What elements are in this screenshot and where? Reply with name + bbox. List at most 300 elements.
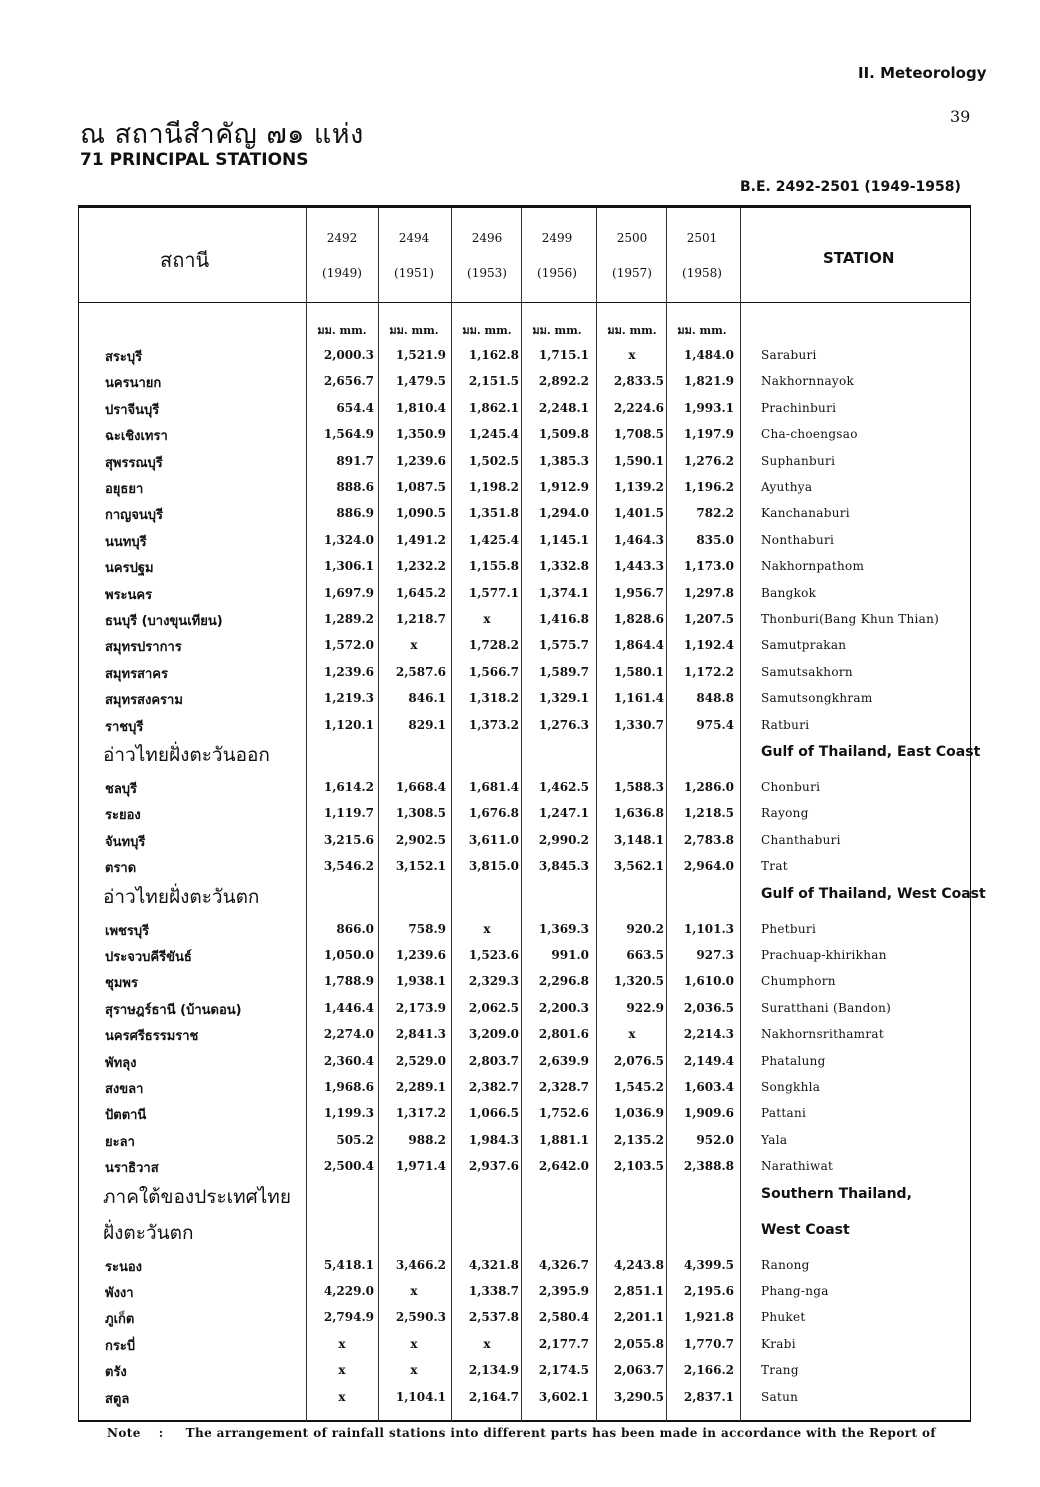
rainfall-cell: 1,788.9 — [323, 974, 374, 989]
station-name: Prachinburi — [761, 400, 837, 415]
rainfall-cell: 1,139.2 — [613, 480, 664, 494]
station-name: Nakhornpathom — [761, 559, 865, 574]
rainfall-cell: 1,523.6 — [468, 948, 519, 962]
station-name-thai: จันทบุรี — [105, 834, 146, 850]
rainfall-cell: 1,329.1 — [538, 691, 589, 706]
table-row — [79, 800, 970, 826]
station-name: Phang-nga — [761, 1284, 829, 1298]
table-row — [79, 942, 970, 968]
column-header-thai: สถานี — [160, 248, 210, 272]
rainfall-cell: 1,668.4 — [395, 780, 446, 794]
rainfall-cell: 1,821.9 — [683, 374, 734, 389]
rainfall-cell: 1,715.1 — [538, 348, 589, 362]
rainfall-cell: 4,321.8 — [468, 1257, 519, 1272]
station-name: Prachuap-khirikhan — [761, 948, 887, 962]
station-name-thai: สมุทรสงคราม — [105, 693, 183, 709]
region-heading — [79, 738, 981, 774]
year-be-header: 2501 — [686, 231, 718, 245]
station-name-thai: สุพรรณบุรี — [105, 455, 163, 471]
rainfall-cell: 1,697.9 — [323, 585, 374, 600]
rainfall-cell: 3,466.2 — [395, 1257, 446, 1272]
rainfall-cell: 1,564.9 — [323, 427, 374, 442]
rainfall-cell: 2,382.7 — [468, 1080, 519, 1094]
unit-label: มม. mm. — [462, 324, 512, 337]
rainfall-cell: x — [410, 1284, 418, 1298]
rainfall-cell: 1,728.2 — [468, 638, 519, 653]
year-ce-header: (1953) — [467, 266, 507, 280]
rainfall-cell: 2,296.8 — [538, 974, 589, 989]
rainfall-cell: 2,590.3 — [395, 1310, 446, 1325]
rainfall-cell: 2,248.1 — [538, 400, 589, 415]
table-row — [79, 421, 970, 447]
rainfall-cell: 1,338.7 — [468, 1284, 519, 1298]
rainfall-cell: 2,529.0 — [395, 1053, 446, 1068]
rainfall-cell: 1,610.0 — [683, 974, 734, 989]
rainfall-cell: 1,676.8 — [468, 806, 519, 821]
rainfall-cell: 2,214.3 — [683, 1027, 734, 1042]
station-name-thai: ชุมพร — [105, 976, 138, 992]
station-name: Samutsongkhram — [761, 691, 873, 706]
rainfall-cell: 1,614.2 — [323, 780, 374, 794]
table-row — [79, 368, 970, 394]
station-name-thai: ปัตตานี — [105, 1108, 147, 1124]
rainfall-cell: 2,964.0 — [683, 859, 734, 874]
station-name-thai: สงขลา — [105, 1082, 144, 1097]
region-heading — [79, 880, 986, 916]
rainfall-cell: 1,218.7 — [395, 612, 446, 626]
region-name-thai: ภาคใต้ของประเทศไทย — [103, 1185, 291, 1208]
rainfall-cell: 1,968.6 — [323, 1080, 374, 1094]
rainfall-cell: 1,491.2 — [395, 532, 446, 547]
rainfall-cell: 2,794.9 — [323, 1310, 374, 1325]
rainfall-cell: 1,276.3 — [538, 717, 589, 732]
rainfall-cell: 5,418.1 — [323, 1257, 374, 1272]
station-name: Pattani — [761, 1106, 807, 1121]
rainfall-cell: 1,173.0 — [683, 559, 734, 574]
rainfall-cell: 2,841.3 — [395, 1027, 446, 1042]
rainfall-cell: 1,984.3 — [468, 1132, 519, 1147]
station-name: Narathiwat — [761, 1159, 834, 1174]
unit-label: มม. mm. — [317, 324, 367, 337]
station-name-thai: ภูเก็ต — [105, 1312, 135, 1328]
rainfall-cell: 1,330.7 — [613, 717, 664, 732]
rainfall-cell: 2,149.4 — [683, 1053, 734, 1068]
rainfall-cell: 2,639.9 — [538, 1053, 589, 1068]
table-row — [79, 1127, 970, 1153]
rainfall-cell: 2,055.8 — [613, 1336, 664, 1351]
station-name: Ayuthya — [761, 480, 813, 494]
table-row — [79, 606, 970, 632]
rainfall-cell: 886.9 — [336, 506, 374, 521]
table-row — [79, 1153, 970, 1179]
rainfall-cell: 1,119.7 — [323, 806, 374, 821]
rainfall-cell: 1,306.1 — [323, 559, 374, 574]
station-name: Phuket — [761, 1310, 806, 1325]
region-name-thai: อ่าวไทยฝั่งตะวันออก — [103, 744, 270, 766]
rainfall-cell: 1,161.4 — [613, 691, 664, 706]
station-name: Thonburi(Bang Khun Thian) — [761, 612, 940, 626]
year-be-header: 2496 — [471, 231, 503, 245]
rainfall-cell: 2,656.7 — [323, 374, 374, 389]
station-name-thai: พระนคร — [105, 587, 153, 603]
table-row — [79, 474, 970, 500]
rainfall-cell: 2,200.3 — [538, 1000, 589, 1015]
rainfall-cell: 1,232.2 — [395, 559, 446, 574]
rainfall-cell: 1,645.2 — [395, 585, 446, 600]
rainfall-cell: 4,229.0 — [323, 1284, 374, 1298]
station-name-thai: นครปฐม — [105, 561, 154, 577]
station-name: Phatalung — [761, 1053, 826, 1068]
station-name: Songkhla — [761, 1080, 821, 1094]
rainfall-cell: 1,145.1 — [538, 532, 589, 547]
rainfall-cell: 2,902.5 — [395, 832, 446, 847]
station-name-thai: สระบุรี — [105, 350, 143, 365]
page-title: 71 PRINCIPAL STATIONS — [80, 150, 309, 170]
rainfall-cell: 1,681.4 — [468, 780, 519, 794]
rainfall-cell: 1,199.3 — [323, 1106, 374, 1121]
station-name-thai: กระบี่ — [105, 1338, 136, 1354]
rainfall-cell: 1,207.5 — [683, 612, 734, 626]
rainfall-cell: 1,479.5 — [395, 374, 446, 389]
column-header-station: STATION — [823, 249, 895, 267]
rainfall-cell: 975.4 — [696, 717, 734, 732]
rainfall-cell: 3,815.0 — [468, 859, 519, 874]
rainfall-cell: 1,239.6 — [395, 453, 446, 468]
rainfall-cell: 758.9 — [408, 921, 446, 936]
table-row — [79, 1331, 970, 1357]
page-title-thai: ณ สถานีสำคัญ ๗๑ แห่ง — [80, 119, 364, 150]
rainfall-cell: 1,416.8 — [538, 612, 589, 626]
table-row — [79, 1384, 970, 1410]
unit-label: มม. mm. — [607, 324, 657, 337]
rainfall-cell: 2,289.1 — [395, 1080, 446, 1094]
station-name-thai: ระยอง — [105, 808, 141, 824]
rainfall-cell: 1,770.7 — [683, 1336, 734, 1351]
rainfall-cell: 663.5 — [626, 948, 664, 962]
region-name: West Coast — [761, 1221, 850, 1238]
rainfall-cell: 1,636.8 — [613, 806, 664, 821]
station-name: Chanthaburi — [761, 832, 841, 847]
rainfall-cell: 991.0 — [551, 948, 589, 962]
rainfall-cell: x — [410, 638, 418, 653]
rainfall-cell: 1,464.3 — [613, 532, 664, 547]
rainfall-cell: 1,577.1 — [468, 585, 519, 600]
station-name: Bangkok — [761, 585, 817, 600]
rainfall-cell: 866.0 — [336, 921, 374, 936]
rainfall-cell: 829.1 — [408, 717, 446, 732]
rainfall-cell: 2,587.6 — [395, 664, 446, 679]
station-name-thai: ตราด — [105, 861, 137, 877]
rainfall-cell: 1,921.8 — [683, 1310, 734, 1325]
rainfall-cell: 2,166.2 — [683, 1363, 734, 1378]
rainfall-cell: 2,500.4 — [323, 1159, 374, 1174]
table-row — [79, 774, 970, 800]
rainfall-cell: 2,580.4 — [538, 1310, 589, 1325]
note-label: Note — [107, 1426, 141, 1440]
station-name-thai: สตูล — [105, 1391, 130, 1407]
year-be-header: 2494 — [398, 231, 430, 245]
rainfall-cell: 3,290.5 — [613, 1389, 664, 1404]
rainfall-cell: 1,521.9 — [395, 348, 446, 362]
table-row — [79, 448, 970, 474]
table-row — [79, 853, 970, 879]
rainfall-cell: 1,956.7 — [613, 585, 664, 600]
rainfall-cell: 2,134.9 — [468, 1363, 519, 1378]
year-ce-header: (1956) — [537, 266, 577, 280]
station-name: Nonthaburi — [761, 532, 835, 547]
rainfall-cell: 2,395.9 — [538, 1284, 589, 1298]
rainfall-cell: 2,990.2 — [538, 832, 589, 847]
rainfall-cell: 1,276.2 — [683, 453, 734, 468]
rainfall-cell: 2,837.1 — [683, 1389, 734, 1404]
rainfall-cell: x — [483, 921, 491, 936]
table-row — [79, 632, 970, 658]
unit-label: มม. mm. — [532, 324, 582, 337]
station-name-thai: ธนบุรี (บางขุนเทียน) — [105, 614, 223, 629]
rainfall-cell: 3,845.3 — [538, 859, 589, 874]
rainfall-cell: 1,810.4 — [395, 400, 446, 415]
rainfall-cell: x — [338, 1389, 346, 1404]
rainfall-cell: 1,239.6 — [395, 948, 446, 962]
table-row — [79, 1048, 970, 1074]
rainfall-cell: 1,446.4 — [323, 1000, 374, 1015]
note-text: The arrangement of rainfall stations into different parts has been made in accordance with the Report of — [185, 1426, 936, 1440]
region-name: Southern Thailand, — [761, 1185, 912, 1202]
rainfall-cell: 2,783.8 — [683, 832, 734, 847]
rainfall-cell: 505.2 — [336, 1132, 374, 1147]
station-name-thai: พัทลุง — [105, 1055, 137, 1071]
table-row — [79, 1278, 970, 1304]
rainfall-cell: 1,484.0 — [683, 348, 734, 362]
station-name: Cha-choengsao — [761, 427, 858, 442]
station-name: Ranong — [761, 1257, 810, 1272]
rainfall-cell: 835.0 — [696, 532, 734, 547]
table-row — [79, 1304, 970, 1330]
table-row — [79, 1357, 970, 1383]
unit-label: มม. mm. — [389, 324, 439, 337]
rainfall-cell: 1,545.2 — [613, 1080, 664, 1094]
station-name-thai: ฉะเชิงเทรา — [105, 429, 168, 445]
rainfall-cell: 1,289.2 — [323, 612, 374, 626]
station-name-thai: กาญจนบุรี — [105, 508, 163, 524]
region-name-thai: ฝั่งตะวันตก — [103, 1221, 194, 1244]
rainfall-cell: 1,155.8 — [468, 559, 519, 574]
region-name-thai: อ่าวไทยฝั่งตะวันตก — [103, 885, 260, 908]
station-name: Samutprakan — [761, 638, 847, 653]
rainfall-cell: 2,164.7 — [468, 1389, 519, 1404]
rainfall-cell: 1,752.6 — [538, 1106, 589, 1121]
station-name-thai: สมุทรสาคร — [105, 666, 168, 682]
station-name-thai: ชลบุรี — [105, 782, 138, 797]
rainfall-cell: 2,642.0 — [538, 1159, 589, 1174]
rainfall-cell: 927.3 — [696, 948, 734, 962]
rainfall-cell: 1,308.5 — [395, 806, 446, 821]
station-name-thai: ประจวบคีรีขันธ์ — [105, 950, 192, 965]
station-name: Trang — [761, 1363, 799, 1378]
rainfall-cell: 2,195.6 — [683, 1284, 734, 1298]
station-name-thai: สุราษฎร์ธานี (บ้านดอน) — [105, 1002, 242, 1018]
table-row — [79, 1252, 970, 1278]
station-name-thai: สมุทรปราการ — [105, 640, 182, 656]
rainfall-cell: x — [628, 348, 636, 362]
rainfall-cell: 1,050.0 — [323, 948, 374, 962]
rainfall-cell: 1,351.8 — [468, 506, 519, 521]
rainfall-cell: 2,360.4 — [323, 1053, 374, 1068]
table-row — [79, 527, 970, 553]
table-row — [79, 553, 970, 579]
station-name-thai: ยะลา — [105, 1134, 135, 1150]
station-name-thai: นครศรีธรรมราช — [105, 1029, 199, 1045]
note-colon: : — [158, 1426, 164, 1440]
station-name: Suphanburi — [761, 453, 836, 468]
station-name-thai: ระนอง — [105, 1259, 143, 1275]
rainfall-cell: 2,388.8 — [683, 1159, 734, 1174]
year-be-header: 2500 — [616, 231, 648, 245]
table-row — [79, 968, 970, 994]
rainfall-cell: 1,218.5 — [683, 806, 734, 821]
rainfall-cell: 2,103.5 — [613, 1159, 664, 1174]
rainfall-cell: 1,120.1 — [323, 717, 374, 732]
rainfall-cell: 1,590.1 — [613, 453, 664, 468]
table-row — [79, 342, 970, 368]
rainfall-cell: 2,537.8 — [468, 1310, 519, 1325]
rainfall-cell: 1,320.5 — [613, 974, 664, 989]
station-name: Yala — [761, 1132, 788, 1147]
rainfall-cell: 1,036.9 — [613, 1106, 664, 1121]
rainfall-cell: 2,076.5 — [613, 1053, 664, 1068]
rainfall-cell: 2,177.7 — [538, 1336, 589, 1351]
rainfall-cell: 1,912.9 — [538, 480, 589, 494]
station-name-thai: เพชรบุรี — [105, 923, 150, 939]
station-name-thai: ปราจีนบุรี — [105, 402, 160, 418]
table-row — [79, 500, 970, 526]
rainfall-cell: x — [410, 1336, 418, 1351]
rainfall-cell: 2,036.5 — [683, 1000, 734, 1015]
rainfall-cell: 4,243.8 — [613, 1257, 664, 1272]
station-name: Samutsakhorn — [761, 664, 853, 679]
rainfall-cell: 2,851.1 — [613, 1284, 664, 1298]
station-name: Saraburi — [761, 348, 817, 362]
rainfall-cell: 2,173.9 — [395, 1000, 446, 1015]
rainfall-cell: 1,401.5 — [613, 506, 664, 521]
rainfall-cell: 1,317.2 — [395, 1106, 446, 1121]
station-name: Suratthani (Bandon) — [761, 1000, 892, 1015]
rainfall-cell: 1,324.0 — [323, 532, 374, 547]
rainfall-cell: 2,274.0 — [323, 1027, 374, 1042]
rainfall-cell: 1,828.6 — [613, 612, 664, 626]
table-row — [79, 995, 970, 1021]
station-name: Krabi — [761, 1336, 796, 1351]
section-header: II. Meteorology — [858, 64, 987, 82]
rainfall-cell: 1,572.0 — [323, 638, 374, 653]
rainfall-cell: 2,803.7 — [468, 1053, 519, 1068]
rainfall-cell: 1,332.8 — [538, 559, 589, 574]
station-name-thai: นครนายก — [105, 376, 162, 392]
rainfall-cell: 1,864.4 — [613, 638, 664, 653]
rainfall-cell: x — [628, 1027, 636, 1042]
rainfall-cell: 782.2 — [696, 506, 734, 521]
region-name: Gulf of Thailand, West Coast — [761, 885, 986, 902]
rainfall-cell: 1,425.4 — [468, 532, 519, 547]
table-row — [79, 712, 970, 738]
rainfall-cell: 1,580.1 — [613, 664, 664, 679]
rainfall-cell: 2,224.6 — [613, 400, 664, 415]
rainfall-cell: 1,350.9 — [395, 427, 446, 442]
rainfall-cell: 1,369.3 — [538, 921, 589, 936]
rainfall-cell: 1,603.4 — [683, 1080, 734, 1094]
rainfall-cell: 1,219.3 — [323, 691, 374, 706]
rainfall-cell: 2,063.7 — [613, 1363, 664, 1378]
station-name: Trat — [761, 859, 788, 874]
year-ce-header: (1957) — [612, 266, 652, 280]
rainfall-cell: 1,862.1 — [468, 400, 519, 415]
rainfall-cell: 1,247.1 — [538, 806, 589, 821]
table-row — [79, 1100, 970, 1126]
rainfall-cell: 846.1 — [408, 691, 446, 706]
rainfall-cell: 891.7 — [336, 453, 374, 468]
station-name-thai: ราชบุรี — [105, 719, 144, 735]
rainfall-cell: 1,101.3 — [683, 921, 734, 936]
rainfall-cell: 1,104.1 — [395, 1389, 446, 1404]
rainfall-cell: 1,938.1 — [395, 974, 446, 989]
rainfall-cell: 4,399.5 — [683, 1257, 734, 1272]
rainfall-cell: 3,602.1 — [538, 1389, 589, 1404]
station-name: Ratburi — [761, 717, 810, 732]
rainfall-cell: 848.8 — [696, 691, 734, 706]
rainfall-cell: 1,708.5 — [613, 427, 664, 442]
station-name: Chumphorn — [761, 974, 836, 989]
rainfall-cell: 1,286.0 — [683, 780, 734, 794]
rainfall-cell: 1,090.5 — [395, 506, 446, 521]
rainfall-cell: 3,152.1 — [395, 859, 446, 874]
year-ce-header: (1949) — [322, 266, 362, 280]
rainfall-cell: 4,326.7 — [538, 1257, 589, 1272]
rainfall-cell: 922.9 — [626, 1000, 664, 1015]
rainfall-cell: 2,328.7 — [538, 1080, 589, 1094]
unit-label: มม. mm. — [677, 324, 727, 337]
rainfall-cell: 1,198.2 — [468, 480, 519, 494]
rainfall-cell: 654.4 — [336, 400, 374, 415]
rainfall-cell: x — [483, 1336, 491, 1351]
rainfall-cell: 1,881.1 — [538, 1132, 589, 1147]
rainfall-cell: 1,575.7 — [538, 638, 589, 653]
year-ce-header: (1951) — [394, 266, 434, 280]
rainfall-cell: 952.0 — [696, 1132, 734, 1147]
rainfall-cell: 1,239.6 — [323, 664, 374, 679]
rainfall-cell: 1,588.3 — [613, 780, 664, 794]
rainfall-cell: 1,373.2 — [468, 717, 519, 732]
rainfall-cell: 988.2 — [408, 1132, 446, 1147]
rainfall-cell: x — [338, 1336, 346, 1351]
rainfall-cell: 3,215.6 — [323, 832, 374, 847]
table-row — [79, 916, 970, 942]
rainfall-cell: 2,329.3 — [468, 974, 519, 989]
table-row — [79, 827, 970, 853]
page-number: 39 — [950, 107, 971, 126]
station-name-thai: ตรัง — [105, 1365, 127, 1381]
rainfall-cell: 1,509.8 — [538, 427, 589, 442]
rainfall-cell: 1,385.3 — [538, 453, 589, 468]
rainfall-cell: 3,148.1 — [613, 832, 664, 847]
station-name-thai: นนทบุรี — [105, 534, 147, 550]
region-name: Gulf of Thailand, East Coast — [761, 744, 981, 760]
rainfall-cell: x — [483, 612, 491, 626]
region-heading — [79, 1180, 970, 1252]
rainfall-cell: 1,993.1 — [683, 400, 734, 415]
year-ce-header: (1958) — [682, 266, 722, 280]
rainfall-cell: 1,566.7 — [468, 664, 519, 679]
rainfall-cell: 2,174.5 — [538, 1363, 589, 1378]
